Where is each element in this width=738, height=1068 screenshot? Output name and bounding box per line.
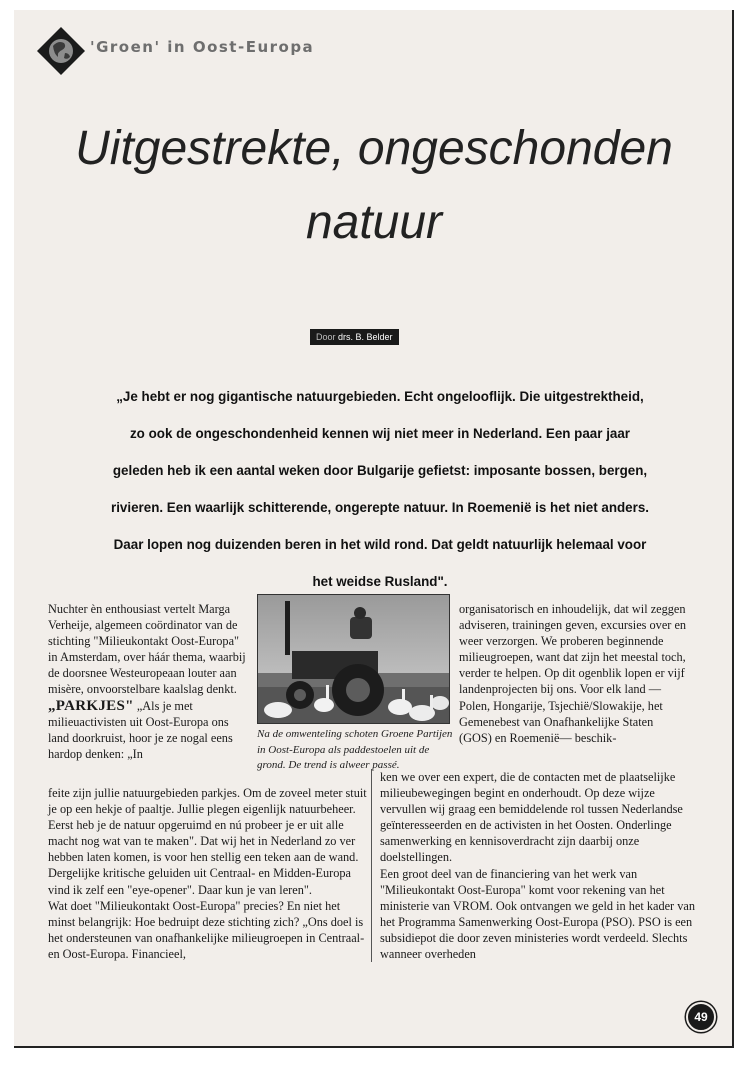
column-1-bottom xyxy=(48,785,368,962)
subheading: „PARKJES" xyxy=(48,697,134,714)
body-text-run: „Als je met milieuactivisten uit Oost-Europa ons land doorkruist, hoor je ze nogal eens hardop denken: „In xyxy=(48,698,233,761)
body-paragraph: Nuchter èn enthousiast vertelt Marga Verheije, algemeen coördinator van de stichting "Milieukontakt Oost-Europa" in Amsterdam, over háár thema, waarbij de doorsnee Westeuropeaan louter aan misère, onvoorstelbare kaalslag denkt. xyxy=(48,602,246,697)
page-number: 49 xyxy=(686,1002,716,1032)
byline xyxy=(310,329,399,345)
photo-caption: Na de omwenteling schoten Groene Partijen in Oost-Europa als paddestoelen uit de grond. De trend is alweer passé. xyxy=(257,728,453,771)
globe-logo-icon xyxy=(36,26,86,76)
section-label: 'Groen' in Oost-Europa xyxy=(90,38,315,56)
title-line-2: natuur xyxy=(305,196,443,249)
lead-quote: „Je hebt er nog gigantische natuurgebieden. Echt ongelooflijk. Die uitgestrektheid, zo ook de ongeschondenheid kennen wij niet meer in Nederland. Een paar jaar geleden heb ik een aantal weken door Bulgarije gefietst: imposante bossen, bergen, rivieren. Een waarlijk schitterende, ongerepte natuur. In Roemenië is het niet anders. Daar lopen nog duizenden beren in het wild rond. Dat geldt natuurlijk helemaal voor het weidse Rusland". xyxy=(110,389,650,589)
byline-prefix: Door xyxy=(316,332,336,342)
column-1-top xyxy=(48,601,248,762)
body-paragraph: Wat doet "Milieukontakt Oost-Europa" precies? En niet het minst belangrijk: Hoe bedruipt deze stichting zich? „Ons doel is het ondersteunen van onafhankelijke milieugroepen in Centraal- en Oost-Europa. Financieel, xyxy=(48,898,365,961)
body-paragraph: feite zijn jullie natuurgebieden parkjes. Om de zoveel meter stuit je op een hekje of paaltje. Jullie plegen eigenlijk natuurbeheer. Eerst heb je de natuur opgeruimd en nú probeer je er uit alle macht nog wat van te maken". Dat wij het in Nederland zo ver hebben laten komen, is voor hen stellig een teken aan de wand. Dergelijke kritische geluiden uit Centraal- en Midden-Europa vind ik zelf een "eye-opener". Daar kun je van leren". xyxy=(48,786,367,897)
body-paragraph xyxy=(48,698,248,762)
byline-author: drs. B. Belder xyxy=(338,332,393,342)
title-line-1: Uitgestrekte, ongeschonden xyxy=(75,122,673,175)
column-2-bottom xyxy=(371,769,698,962)
body-paragraph: ken we over een expert, die de contacten met de plaatselijke milieubewegingen begint en onderhoudt. Op deze wijze vervullen wij graag een bemiddelende rol tussen Nederlandse geïnteresseerden en de activisten in het Oosten. Onderlinge samenwerking en kennisoverdracht zijn daarbij onze doelstellingen. xyxy=(380,770,683,865)
magazine-page xyxy=(14,10,734,1048)
body-paragraph: Een groot deel van de financiering van het werk van "Milieukontakt Oost-Europa" komt voor rekening van het ministerie van VROM. Ook ontvangen we geld in het kader van het Programma Samenwerking Oost-Europa (PSO). PSO is een subsidiepot die door zeven ministeries wordt verdeeld. Slechts wanneer overheden xyxy=(380,866,695,962)
tractor-geese-photo xyxy=(257,594,450,724)
article-title xyxy=(14,112,734,260)
body-paragraph: organisatorisch en inhoudelijk, dat wil zeggen adviseren, trainingen geven, excursies over en weer verzorgen. We proberen beginnende milieugroepen, want dat zijn het meestal toch, verder te helpen. Op dit ogenblik lopen er vijf landenprojecten bij ons. Voor elk land —Polen, Hongarije, Tsjechië/Slowakije, het Gemenebest van Onafhankelijke Staten (GOS) en Roemenië— beschik- xyxy=(459,602,687,745)
column-2-top xyxy=(459,601,689,746)
